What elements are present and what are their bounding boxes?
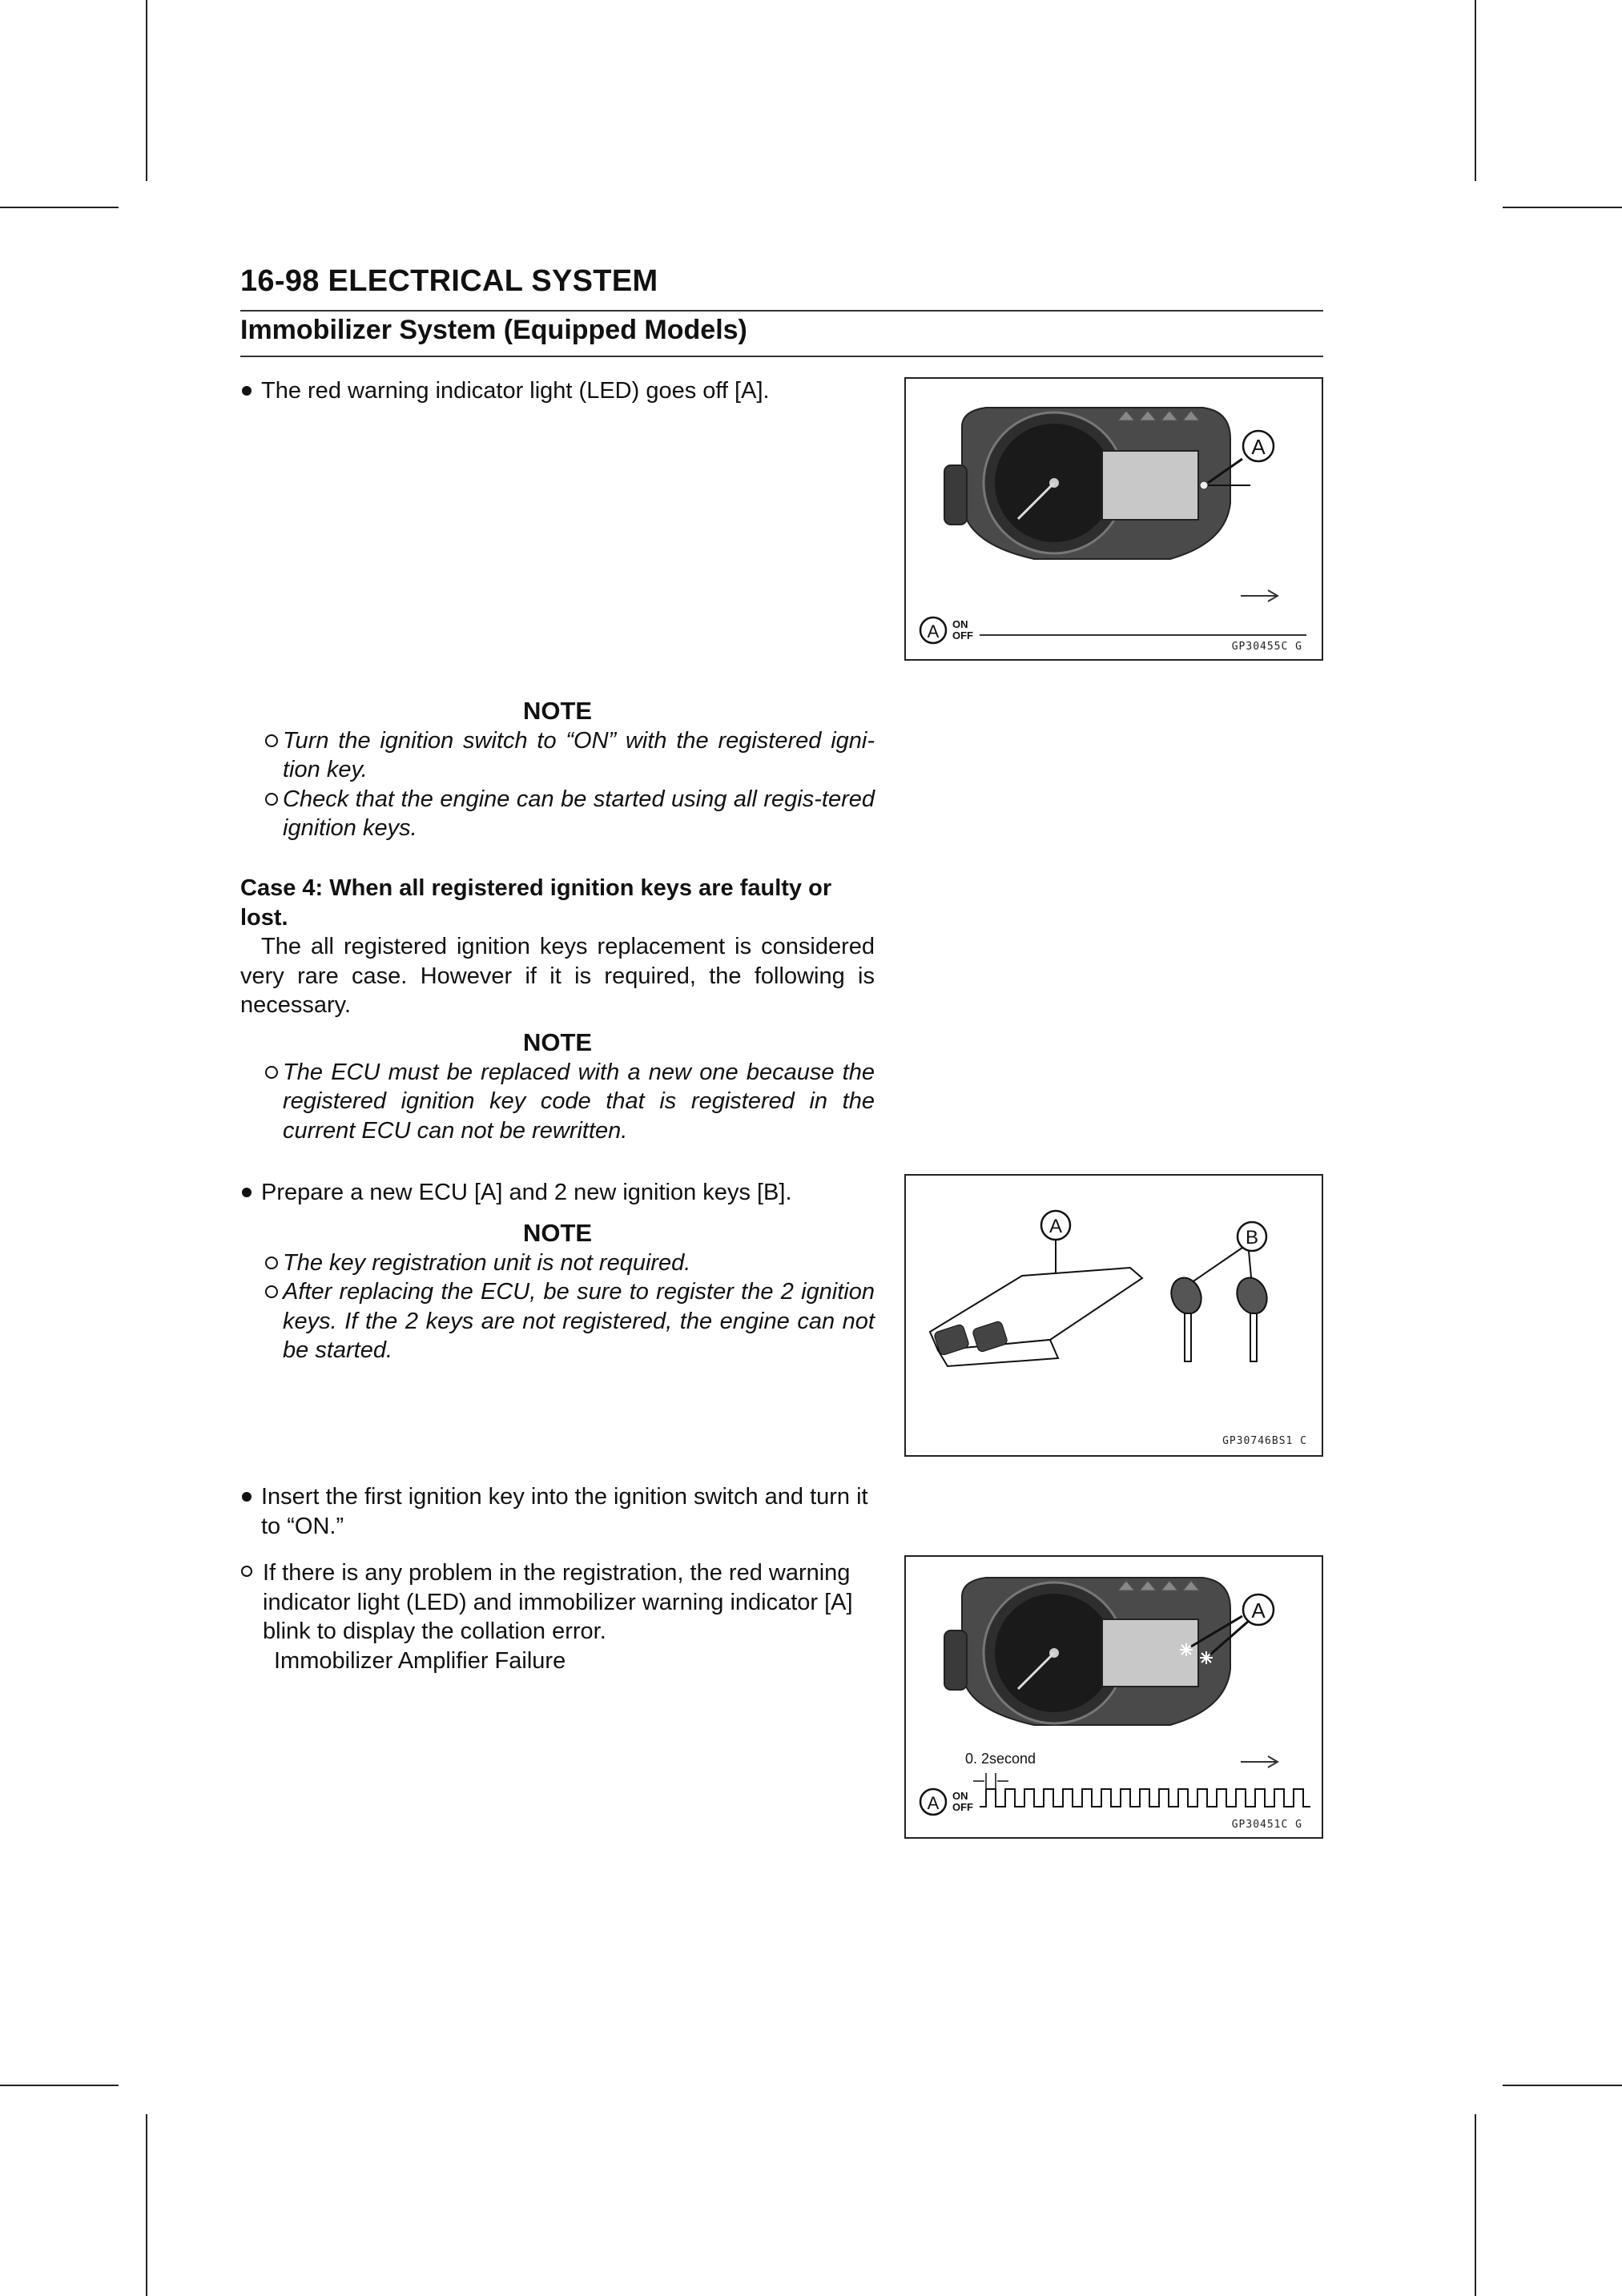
blink-waveform: [980, 1789, 1310, 1807]
crop-mark: [0, 207, 119, 208]
note-item: After replacing the ECU, be sure to register the 2 ignition keys. If the 2 keys are not registered, the engine can not be started.: [240, 1277, 875, 1365]
interval-label: 0. 2second: [965, 1751, 1036, 1767]
figure-code: GP30455C G: [1231, 641, 1302, 653]
crop-mark: [1503, 2085, 1622, 2086]
legend-a: A: [927, 1793, 940, 1813]
legend-a: A: [927, 621, 940, 641]
figure-meter-led-off: [904, 377, 1323, 661]
note-heading: NOTE: [522, 697, 593, 725]
case-4: [240, 874, 875, 1020]
crop-mark: [1475, 0, 1476, 181]
note-heading: NOTE: [522, 1028, 593, 1056]
crop-mark: [1503, 207, 1622, 208]
sub-line: Immobilizer Amplifier Failure: [274, 1647, 566, 1674]
ecu-keys-illustration: [906, 1176, 1322, 1455]
bullet-item: Prepare a new ECU [A] and 2 new ignition keys [B].: [240, 1178, 875, 1208]
note-heading: NOTE: [522, 1219, 593, 1247]
callout-a: A: [1251, 1598, 1266, 1622]
note-item: The ECU must be replaced with a new one because the registered ignition key code that is registered in the current ECU can not be rewritten.: [240, 1058, 875, 1146]
note-item: Check that the engine can be started using all regis-tered ignition keys.: [240, 785, 875, 843]
figure-meter-blinking: [904, 1555, 1323, 1839]
meter-illustration: [906, 379, 1322, 659]
crop-mark: [146, 0, 147, 181]
callout-b: B: [1245, 1227, 1259, 1249]
step-3: [240, 1482, 875, 1675]
section-title: Immobilizer System (Equipped Models): [240, 315, 747, 345]
circle-item: If there is any problem in the registration, the red warning indicator light (LED) and immobilizer warning indicator [A] blink to display the collation error.: [240, 1558, 875, 1647]
step-2: [240, 1178, 875, 1208]
crop-mark: [1475, 2114, 1476, 2296]
page-title: 16-98 ELECTRICAL SYSTEM: [240, 264, 658, 298]
on-label: ON: [952, 1790, 968, 1802]
callout-a: A: [1048, 1216, 1063, 1237]
note-2: [240, 1028, 875, 1145]
crop-mark: [0, 2085, 119, 2086]
off-label: OFF: [952, 629, 973, 641]
callout-a: A: [1251, 435, 1266, 459]
off-label: OFF: [952, 1801, 973, 1813]
note-item: The key registration unit is not required.: [240, 1249, 875, 1278]
divider: [240, 356, 1323, 357]
note-item: Turn the ignition switch to “ON” with the registered igni-tion key.: [240, 726, 875, 785]
divider: [240, 310, 1323, 312]
on-label: ON: [952, 618, 968, 630]
bullet-item: The red warning indicator light (LED) goes off [A].: [240, 376, 875, 406]
bullet-item: Insert the first ignition key into the ignition switch and turn it to “ON.”: [240, 1482, 875, 1541]
case-text: The all registered ignition keys replacement is considered very rare case. However if it is required, the following is necessary.: [240, 934, 875, 1018]
step-1: [240, 376, 875, 406]
note-1: [240, 697, 875, 843]
meter-blink-illustration: [906, 1557, 1322, 1837]
figure-code: GP30451C G: [1231, 1819, 1302, 1831]
case-heading: Case 4: When all registered ignition keys are faulty or lost.: [240, 875, 832, 931]
figure-code: GP30746BS1 C: [1222, 1435, 1307, 1447]
figure-ecu-keys: [904, 1174, 1323, 1457]
crop-mark: [146, 2114, 147, 2296]
note-3: [240, 1219, 875, 1365]
